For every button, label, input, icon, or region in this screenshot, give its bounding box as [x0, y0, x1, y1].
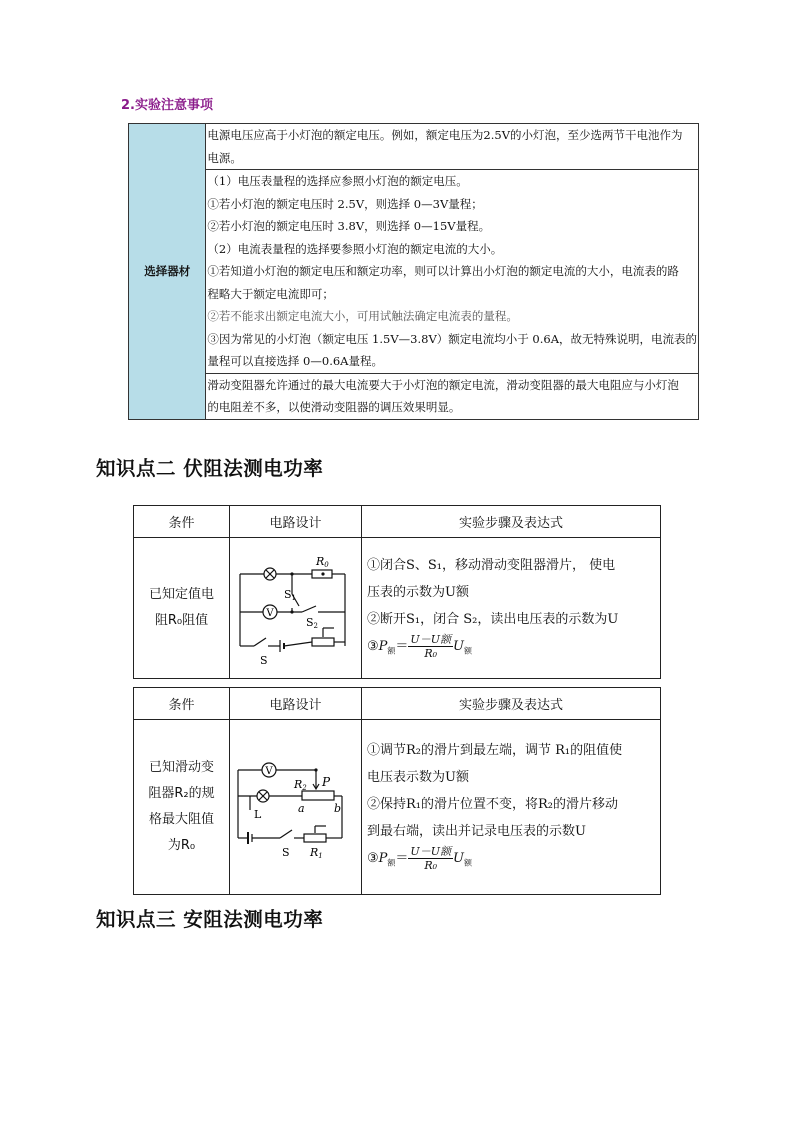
r2-label: R2	[294, 778, 307, 792]
condition-line: 阻器R₂的规	[148, 786, 215, 801]
steps-cell	[362, 720, 661, 895]
step-line: 压表的示数为U额	[367, 584, 469, 600]
steps-cell	[362, 538, 661, 679]
b-label: b	[334, 802, 342, 815]
heading-knowledge-2: 知识点二 伏阻法测电功率	[96, 457, 324, 480]
equipment-table	[128, 123, 699, 420]
s2-label: S2	[306, 616, 319, 630]
circuit-diagram-2	[230, 720, 360, 890]
junction-dot	[321, 572, 324, 575]
circuit-cell	[230, 720, 362, 895]
l-label: L	[254, 808, 262, 821]
text-line: 电源。	[207, 150, 242, 165]
formula-line: $③P_额=$ $\frac{\text{U－U额}}{\text{R₀}}$ $U_额$	[367, 632, 472, 660]
text-line: ③因为常见的小灯泡（额定电压 1.5V—3.8V）额定电流均小于 0.6A，故无特殊说明，电流表的	[207, 331, 697, 346]
header-circuit: 电路设计	[230, 688, 362, 720]
junction-dot	[290, 572, 293, 575]
condition-line: 已知滑动变	[148, 760, 214, 775]
condition-line: 格最大阻值	[148, 812, 214, 827]
r0-label: R0	[316, 555, 329, 569]
step-line: 到最右端，读出并记录电压表的示数U	[367, 824, 586, 840]
text-line: ②若小灯泡的额定电压时 3.8V，则选择 0—15V量程。	[207, 219, 491, 233]
s-label: S	[282, 846, 290, 859]
text-line: ①若小灯泡的额定电压时 2.5V，则选择 0—3V量程；	[207, 196, 483, 211]
junction-dot	[290, 610, 293, 613]
voltmeter-label: V	[266, 608, 274, 619]
p-label: P	[322, 775, 331, 789]
circuit-cell	[230, 538, 362, 679]
text-line: ②若不能求出额定电流大小，可用试触法确定电流表的量程。	[207, 309, 518, 323]
step-line: ①调节R₂的滑片到最左端，调节 R₁的阻值使	[367, 743, 623, 759]
step-line: ②断开S₁，闭合 S₂，读出电压表的示数为U	[367, 611, 619, 627]
text-line: 程略大于额定电流即可；	[207, 286, 334, 301]
header-circuit: 电路设计	[230, 506, 362, 538]
voltmeter-label: V	[265, 766, 273, 777]
table-row	[206, 373, 699, 419]
step-line: ②保持R₁的滑片位置不变，将R₂的滑片移动	[367, 797, 618, 813]
text-line: （1）电压表量程的选择应参照小灯泡的额定电压。	[207, 174, 468, 188]
condition-line: 已知定值电	[148, 587, 214, 602]
circuit-diagram-1	[230, 538, 360, 674]
table-row	[206, 170, 699, 374]
condition-cell	[134, 720, 230, 895]
formula-line: $③P_额=$ $\frac{\text{U－U额}}{\text{R₀}}$ $U_额$	[367, 845, 472, 873]
header-condition: 条件	[134, 506, 230, 538]
fraction: $\frac{\text{U－U额}}{\text{R₀}}$	[410, 845, 451, 873]
header-condition: 条件	[134, 688, 230, 720]
table-row	[206, 124, 699, 170]
step-line: ①闭合S、S₁，移动滑动变阻器滑片， 使电	[367, 557, 616, 573]
text-line: 的电阻差不多，以使滑动变阻器的调压效果明显。	[207, 400, 461, 414]
a-label: a	[298, 802, 305, 815]
fraction: $\frac{\text{U－U额}}{\text{R₀}}$	[410, 632, 451, 660]
text-line: （2）电流表量程的选择要参照小灯泡的额定电流的大小。	[207, 241, 503, 256]
condition-cell	[134, 538, 230, 679]
rheostat-method-table	[133, 687, 661, 895]
s1-label: S1	[284, 588, 297, 602]
section-subheading: 2.实验注意事项	[121, 98, 213, 113]
table-label: 选择器材	[129, 124, 206, 420]
header-steps: 实验步骤及表达式	[362, 688, 661, 720]
text-line: 滑动变阻器允许通过的最大电流要大于小灯泡的额定电流，滑动变阻器的最大电阻应与小灯泡	[207, 377, 679, 392]
condition-line: 为R₀	[167, 838, 196, 853]
junction-dot	[314, 768, 317, 771]
s-label: S	[260, 654, 268, 667]
condition-line: 阻R₀阻值	[154, 613, 209, 628]
text-line: ①若知道小灯泡的额定电压和额定功率，则可以计算出小灯泡的额定电流的大小，电流表的路	[207, 264, 679, 278]
heading-knowledge-3: 知识点三 安阻法测电功率	[96, 908, 324, 931]
voltmeter-method-table	[133, 505, 661, 679]
text-line: 量程可以直接选择 0—0.6A量程。	[207, 354, 383, 368]
header-steps: 实验步骤及表达式	[362, 506, 661, 538]
r1-label: R1	[310, 846, 323, 860]
text-line: 电源电压应高于小灯泡的额定电压。例如，额定电压为2.5V的小灯泡，至少选两节干电池作为	[207, 128, 683, 142]
step-line: 电压表示数为U额	[367, 770, 469, 786]
